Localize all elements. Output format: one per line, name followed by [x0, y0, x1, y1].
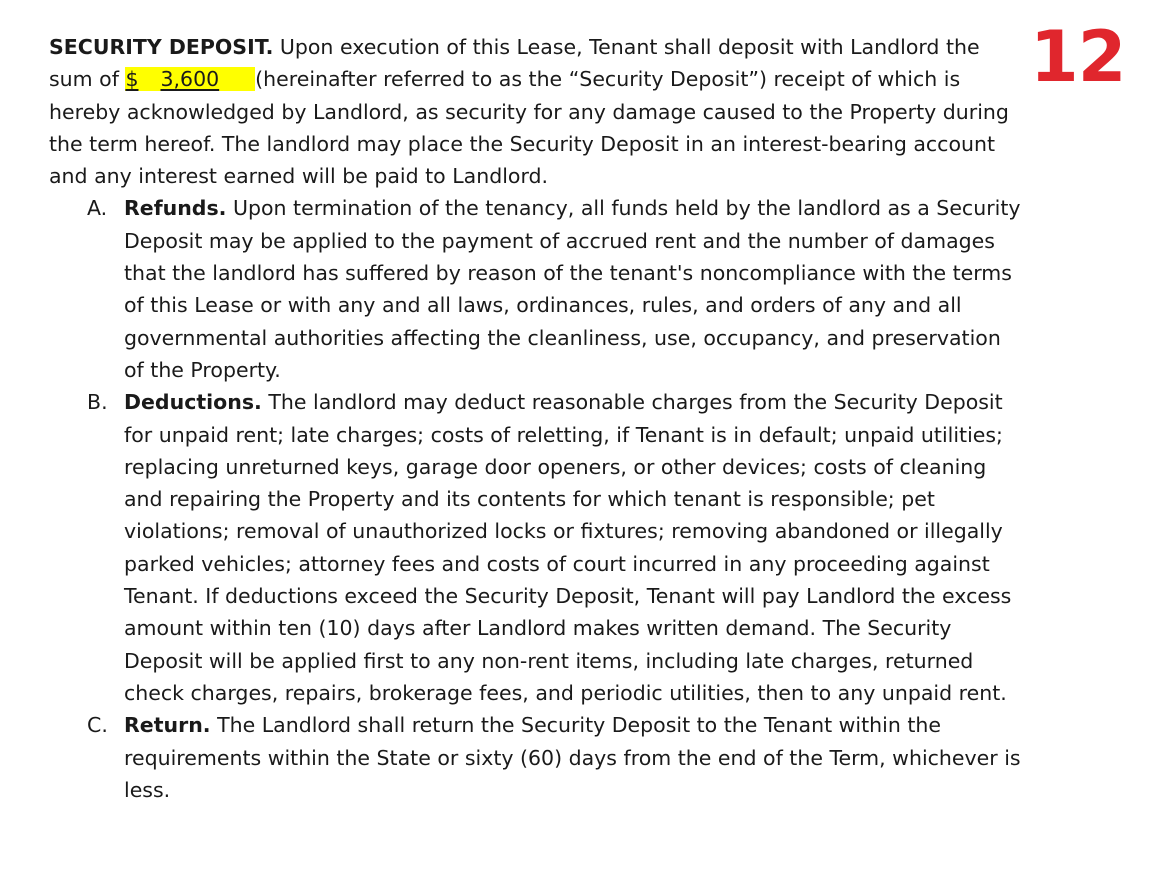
security-deposit-paragraph: [49, 31, 1024, 192]
page-number: 12: [1030, 16, 1126, 98]
subsection-refunds: [49, 192, 1024, 386]
subsection-marker: A.: [87, 196, 108, 221]
subsection-deductions: [49, 386, 1024, 709]
subsection-title: Return.: [124, 713, 211, 738]
subsection-marker: B.: [87, 390, 108, 415]
lease-section-security-deposit: [49, 31, 1024, 806]
subsection-title: Deductions.: [124, 390, 262, 415]
subsection-list: [49, 192, 1024, 806]
subsection-text: The landlord may deduct reasonable charges from the Security Deposit for unpaid rent; late charges; costs of reletting, if Tenant is in default; unpaid utilities; replacing unreturned keys, garage door openers, or other devices; costs of cleaning and repairing the Property and its contents for which tenant is responsible; pet violations; removal of unauthorized locks or fixtures; removing abandoned or illegally parked vehicles; attorney fees and costs of court incurred in any proceeding against Tenant. If deductions exceed the Security Deposit, Tenant will pay Landlord the excess amount within ten (10) days after Landlord makes written demand. The Security Deposit will be applied first to any non-rent items, including late charges, returned check charges, repairs, brokerage fees, and periodic utilities, then to any unpaid rent.: [124, 390, 1012, 705]
section-text-before-amount: Upon execution of this Lease, Tenant shall deposit with Landlord the sum of: [49, 35, 980, 92]
section-text-after-amount: (hereinafter referred to as the “Security Deposit”) receipt of which is hereby acknowledged by Landlord, as security for any damage caused to the Property during the term hereof. The landlord may place the Security Deposit in an interest-bearing account and any interest earned will be paid to Landlord.: [49, 67, 1009, 189]
subsection-text: The Landlord shall return the Security Deposit to the Tenant within the requirements within the State or sixty (60) days from the end of the Term, whichever is less.: [124, 713, 1021, 802]
subsection-marker: C.: [87, 713, 108, 738]
deposit-amount-field: [125, 67, 255, 91]
subsection-text: Upon termination of the tenancy, all funds held by the landlord as a Security Deposit may be applied to the payment of accrued rent and the number of damages that the landlord has suffered by reason of the tenant's noncompliance with the terms of this Lease or with any and all laws, ordinances, rules, and orders of any and all governmental authorities affecting the cleanliness, use, occupancy, and preservation of the Property.: [124, 196, 1021, 382]
section-title: SECURITY DEPOSIT.: [49, 35, 274, 59]
subsection-return: [49, 709, 1024, 806]
deposit-amount-currency: $: [125, 67, 139, 92]
subsection-title: Refunds.: [124, 196, 227, 221]
deposit-amount-value: 3,600: [160, 67, 220, 92]
